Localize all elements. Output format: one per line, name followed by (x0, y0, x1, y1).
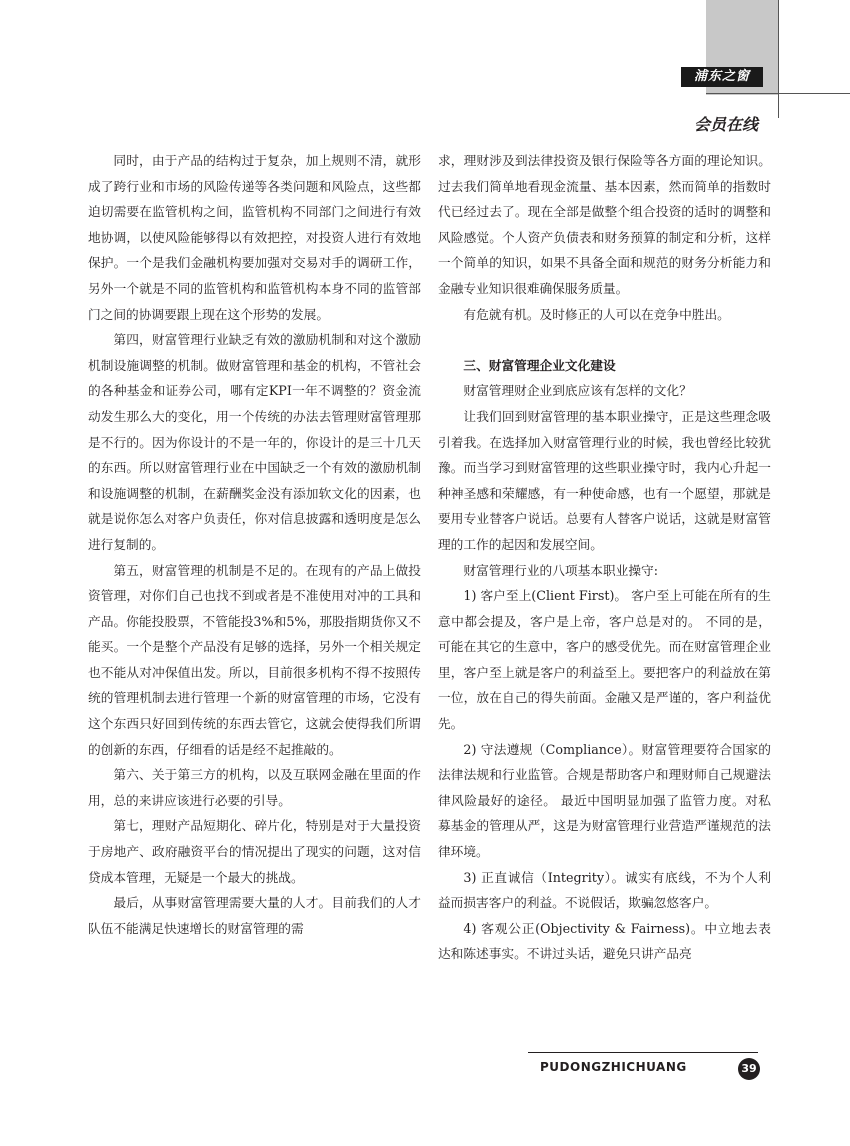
right-body-paragraph-1: 财富管理财企业到底应该有怎样的文化？ (463, 383, 692, 399)
left-paragraph-1: 同时，由于产品的结构过于复杂，加上规则不清，就形成了跨行业和市场的风险传递等各类问题和风险点，这些都迫切需要在监管机构之间，监管机构不同部门之间进行有效地协调，以使风险能够得以有效把控，对投资人进行有效地保护。一个是我们金融机构要加强对交易对手的调研工作，另外一个就是不同的监管机构和监管机构本身不同的监管部门之间的协调要跟上现在这个形势的发展。 (88, 153, 421, 322)
left-paragraph-2: 第四，财富管理行业缺乏有效的激励机制和对这个激励机制设施调整的机制。做财富管理和基金的机构，不管社会的各种基金和证券公司，哪有定KPI一年不调整的？资金流动发生那么大的变化，用一个传统的办法去管理财富管理那是不行的。因为你设计的不是一年的，你设计的是三十几天的东西。所以财富管理行业在中国缺乏一个有效的激励机制和设施调整的机制，在薪酬奖金没有添加软文化的因素，也就是说你怎么对客户负责任，你对信息披露和透明度是怎么进行复制的。 (88, 332, 421, 552)
footer-rule (528, 1052, 758, 1053)
left-paragraph-4: 第六、关于第三方的机构，以及互联网金融在里面的作用，总的来讲应该进行必要的引导。 (88, 767, 421, 808)
section-heading: 三、财富管理企业文化建设 (463, 357, 616, 373)
right-body-paragraph-5: 2) 守法遵规（Compliance）。财富管理要符合国家的法律法规和行业监管。合规是帮助客户和理财师自己规避法律风险最好的途径。 最近中国明显加强了监管力度。对私募基金的管理从严，这是为财富管理行业营造严谨规范的法律环境。 (438, 741, 771, 860)
right-body-paragraph-6: 3) 正直诚信（Integrity）。诚实有底线，不为个人利益而损害客户的利益。不说假话，欺骗忽悠客户。 (438, 869, 771, 911)
right-paragraph-continued: 求，理财涉及到法律投资及银行保险等各方面的理论知识。过去我们简单地看现金流量、基本因素，然而简单的指数时代已经过去了。现在全部是做整个组合投资的适时的调整和风险感觉。个人资产负债表和财务预算的制定和分析，这样一个简单的知识，如果不具备全面和规范的财务分析能力和金融专业知识很难确保服务质量。 (438, 153, 771, 296)
right-paragraph-2: 有危就有机。及时修正的人可以在竞争中胜出。 (463, 306, 730, 322)
section-title: 会员在线 (693, 115, 758, 134)
left-paragraph-3: 第五，财富管理的机制是不足的。在现有的产品上做投资管理，对你们自己也找不到或者是不准使用对冲的工具和产品。你能投股票，不管能投3%和5%，那股指期货你又不能买。一个是整个产品没有足够的选择，另外一个相关规定也不能从对冲保值出发。所以，目前很多机构不得不按照传统的管理机制去进行管理一个新的财富管理的市场，它没有这个东西只好回到传统的东西去管它，这就会使得我们所谓的创新的东西，仔细看的话是经不起推敲的。 (88, 562, 421, 757)
page-number: 39 (738, 1058, 760, 1080)
right-body-paragraph-4: 1) 客户至上(Client First)。 客户至上可能在所有的生意中都会提及，客户是上帝，客户总是对的。 不同的是，可能在其它的生意中，客户的感受优先。而在财富管理企业里，客户至上就是客户的利益至上。要把客户的利益放在第一位，放在自己的得失前面。金融又是严谨的，客户利益优先。 (438, 588, 771, 732)
header-vertical-rule (778, 0, 779, 118)
right-body-paragraph-3: 财富管理行业的八项基本职业操守: (463, 562, 658, 578)
left-paragraph-5: 第七，理财产品短期化、碎片化，特别是对于大量投资于房地产、政府融资平台的情况提出了现实的问题，这对信贷成本管理，无疑是一个最大的挑战。 (88, 818, 421, 885)
magazine-logo: 浦东之窗 (681, 67, 763, 87)
left-column (88, 148, 421, 941)
right-body-paragraph-7: 4) 客观公正(Objectivity & Fairness)。中立地去表达和陈述事实。不讲过头话，避免只讲产品亮 (438, 920, 771, 962)
header-horizontal-rule (706, 93, 850, 94)
left-paragraph-6: 最后，从事财富管理需要大量的人才。目前我们的人才队伍不能满足快速增长的财富管理的需 (88, 895, 421, 936)
right-column (438, 148, 771, 967)
right-body-paragraph-2: 让我们回到财富管理的基本职业操守，正是这些理念吸引着我。在选择加入财富管理行业的时候，我也曾经比较犹豫。而当学习到财富管理的这些职业操守时，我内心升起一种神圣感和荣耀感，有一种使命感，也有一个愿望，那就是要用专业替客户说话。总要有人替客户说话，这就是财富管理的工作的起因和发展空间。 (438, 408, 771, 552)
footer-brand: PUDONGZHICHUANG (540, 1060, 687, 1074)
